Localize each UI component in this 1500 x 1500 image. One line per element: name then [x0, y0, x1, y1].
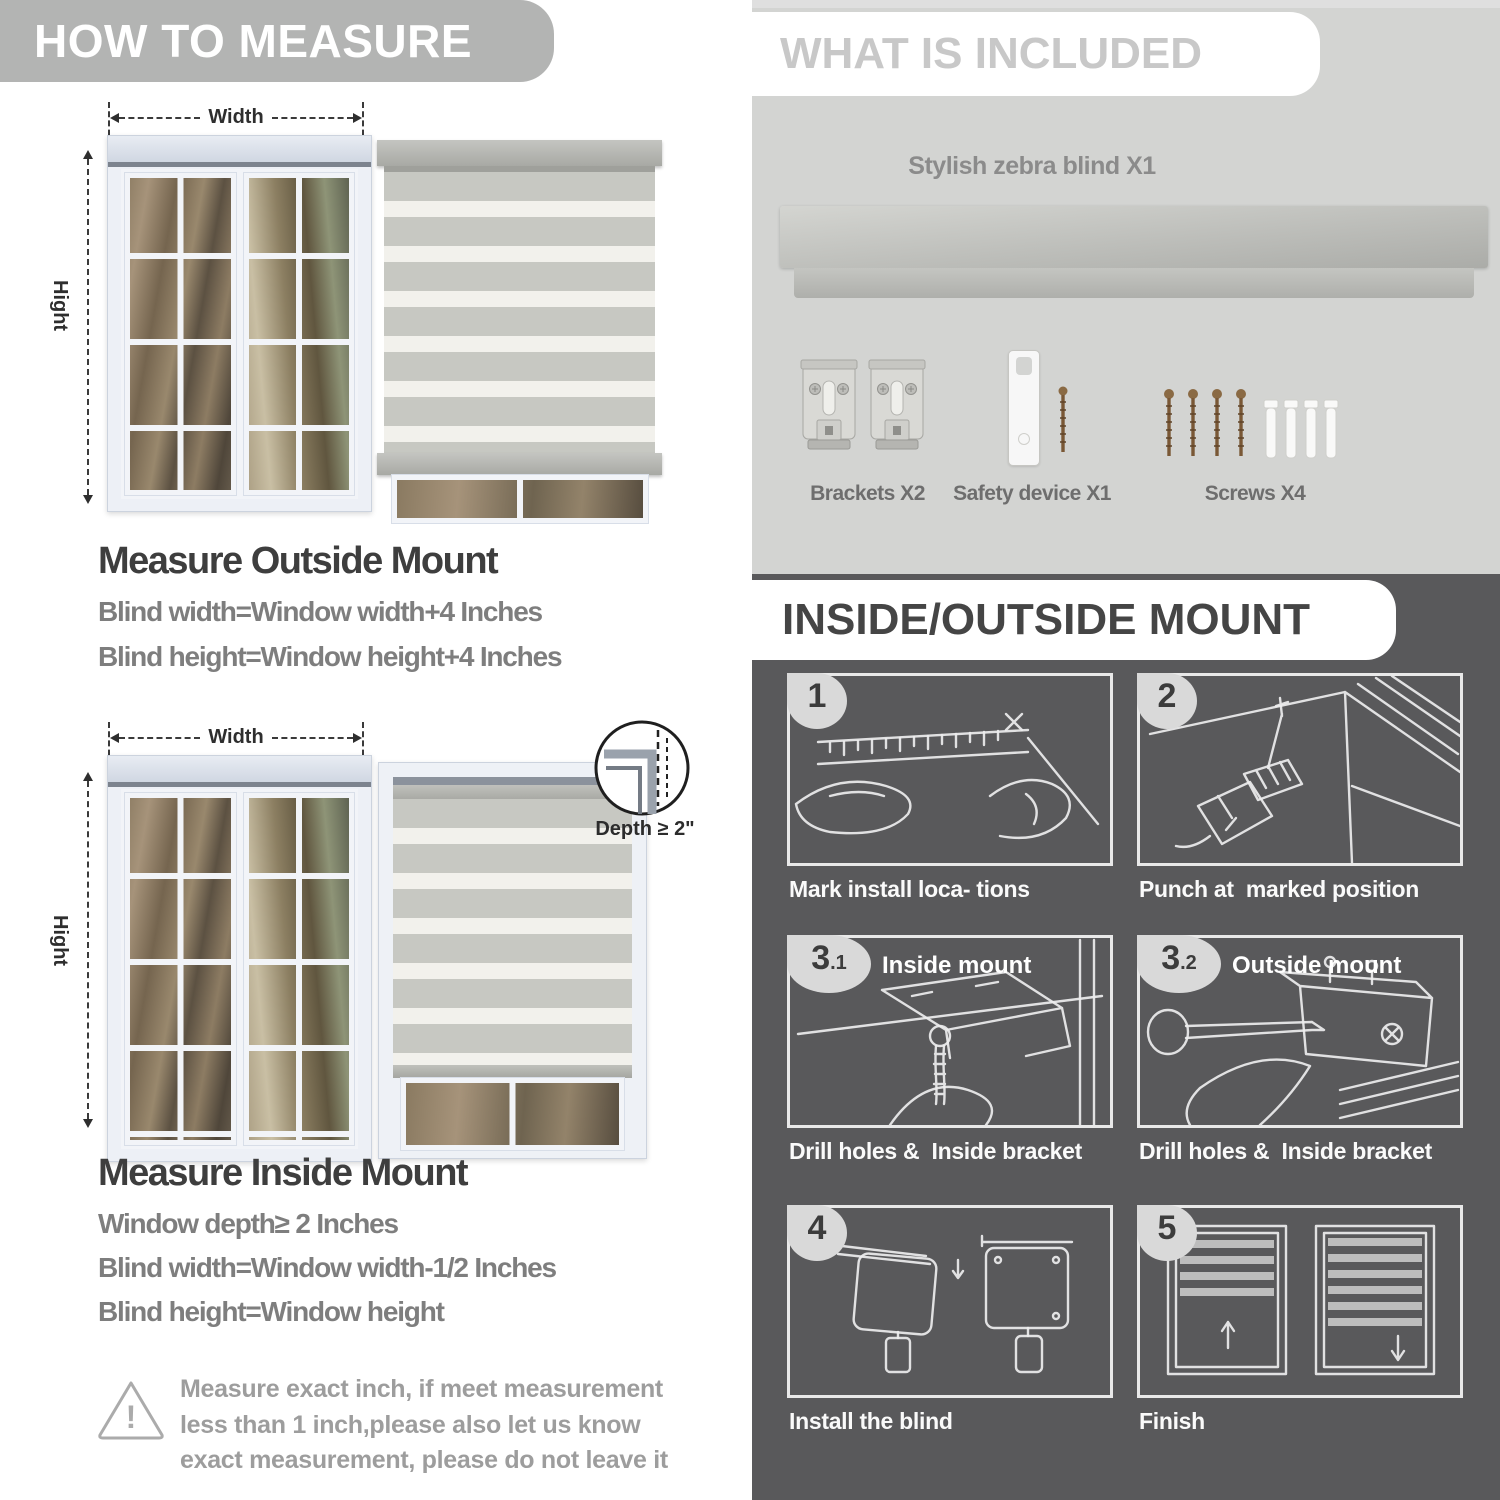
how-to-measure-header-label: HOW TO MEASURE	[34, 15, 473, 67]
step-number: 3	[1161, 939, 1181, 977]
width-label: Width	[208, 726, 264, 748]
height-arrow-inside	[83, 772, 93, 1128]
window-top-frame	[108, 136, 371, 167]
height-label-outside: Hight	[49, 280, 71, 332]
window-sashes	[121, 169, 358, 499]
arrow-up-icon	[83, 772, 93, 781]
dash-segment	[272, 117, 353, 119]
step-number: 2	[1157, 677, 1177, 715]
what-is-included-header	[752, 12, 1320, 96]
depth-callout-label: Depth ≥ 2"	[595, 818, 695, 840]
arrow-up-icon	[83, 150, 93, 159]
inside-rule-1: Window depth≥ 2 Inches	[98, 1208, 398, 1239]
safety-device-hole	[1016, 357, 1032, 375]
step-panel-4	[787, 1205, 1113, 1398]
panel-top-strip	[752, 0, 1500, 8]
screw-icon	[1056, 386, 1070, 456]
step-panel-5	[1137, 1205, 1463, 1398]
step-number-badge	[787, 935, 871, 993]
inside-mount-title: Measure Inside Mount	[98, 1152, 468, 1194]
step-panel-3-1	[787, 935, 1113, 1128]
step-subnumber: .1	[830, 952, 847, 974]
window-sash-left	[124, 792, 237, 1146]
product-label: Stylish zebra blind X1	[908, 152, 1156, 180]
window-sashes	[121, 789, 358, 1149]
inside-rule-3: Blind height=Window height	[98, 1296, 444, 1327]
step-number: 5	[1157, 1209, 1177, 1247]
arrow-left-icon	[110, 113, 119, 123]
arrow-right-icon	[353, 113, 362, 123]
inside-rule-2: Blind width=Window width-1/2 Inches	[98, 1252, 556, 1283]
safety-device-label: Safety device X1	[953, 482, 1111, 505]
width-arrow-inside	[110, 726, 362, 749]
safety-device-icon	[1008, 350, 1040, 466]
step-number-badge	[787, 673, 847, 729]
outside-rule-1: Blind width=Window width+4 Inches	[98, 596, 542, 627]
step-subnumber: .2	[1180, 952, 1197, 974]
blind-headrail-outside	[377, 140, 662, 166]
dash-segment	[87, 781, 89, 1119]
step-number-badge	[1137, 1205, 1197, 1261]
dash-segment	[272, 737, 353, 739]
window-sash-right	[243, 172, 356, 496]
dash-segment	[87, 159, 89, 495]
step-panel-1	[787, 673, 1113, 866]
depth-detail-magnifier-icon	[592, 718, 692, 818]
step-number-badge	[787, 1205, 847, 1261]
window-view-under-blind	[392, 475, 648, 523]
dash-segment	[119, 117, 200, 119]
exclamation-mark: !	[125, 1399, 137, 1435]
what-is-included-header-label: WHAT IS INCLUDED	[780, 29, 1203, 78]
step-caption-2: Punch at marked position	[1139, 876, 1420, 902]
step-number-badge	[1137, 935, 1221, 993]
step-inner-label: Outside mount	[1232, 952, 1402, 979]
arrow-down-icon	[83, 1119, 93, 1128]
mounting-bracket-icon	[800, 358, 858, 456]
window-illustration-outside	[107, 135, 372, 512]
step-caption-4: Install the blind	[789, 1408, 953, 1434]
warning-triangle-icon	[96, 1378, 166, 1442]
window-top-frame	[108, 756, 371, 787]
step-panel-2	[1137, 673, 1463, 866]
step-caption-1: Mark install loca- tions	[789, 876, 1030, 902]
arrow-down-icon	[83, 495, 93, 504]
wall-anchors-icon	[1262, 398, 1342, 462]
step-number-badge	[1137, 673, 1197, 729]
window-sash-right	[243, 792, 356, 1146]
brackets-label: Brackets X2	[810, 482, 925, 505]
step-number: 3	[811, 939, 831, 977]
window-view-under-blind	[401, 1078, 624, 1150]
outside-rule-2: Blind height=Window height+4 Inches	[98, 641, 562, 672]
step-inner-label: Inside mount	[882, 952, 1032, 979]
inside-outside-mount-header	[752, 580, 1396, 660]
outside-mount-title: Measure Outside Mount	[98, 540, 498, 582]
zebra-blind-headrail-image	[780, 206, 1488, 268]
measure-warning-text: Measure exact inch, if meet measurement less than 1 inch,please also let us know exact measurement, please do not leave it	[180, 1375, 668, 1474]
window-illustration-inside	[107, 755, 372, 1162]
dash-segment	[119, 737, 200, 739]
zebra-blind-headrail-lip	[794, 268, 1474, 298]
step-number: 1	[807, 677, 827, 715]
width-label: Width	[208, 106, 264, 128]
screws-icon	[1162, 388, 1250, 464]
step-number: 4	[807, 1209, 827, 1247]
step-caption-3-2: Drill holes & Inside bracket	[1139, 1138, 1432, 1164]
step-caption-3-1: Drill holes & Inside bracket	[789, 1138, 1082, 1164]
arrow-right-icon	[353, 733, 362, 743]
width-arrow-outside	[110, 106, 362, 129]
blind-bottomrail-outside	[377, 453, 662, 475]
how-to-measure-header	[0, 0, 554, 82]
step-caption-5: Finish	[1139, 1408, 1205, 1434]
safety-device-screw-hole	[1018, 433, 1030, 445]
inside-outside-mount-header-label: INSIDE/OUTSIDE MOUNT	[782, 595, 1311, 644]
screws-label: Screws X4	[1204, 482, 1306, 505]
step-panel-3-2	[1137, 935, 1463, 1128]
height-arrow-outside	[83, 150, 93, 504]
blind-fabric-outside	[384, 172, 655, 453]
blind-bottomrail-inside	[393, 1065, 632, 1078]
window-sash-left	[124, 172, 237, 496]
arrow-left-icon	[110, 733, 119, 743]
height-label-inside: Hight	[49, 915, 71, 967]
mounting-bracket-icon	[868, 358, 926, 456]
